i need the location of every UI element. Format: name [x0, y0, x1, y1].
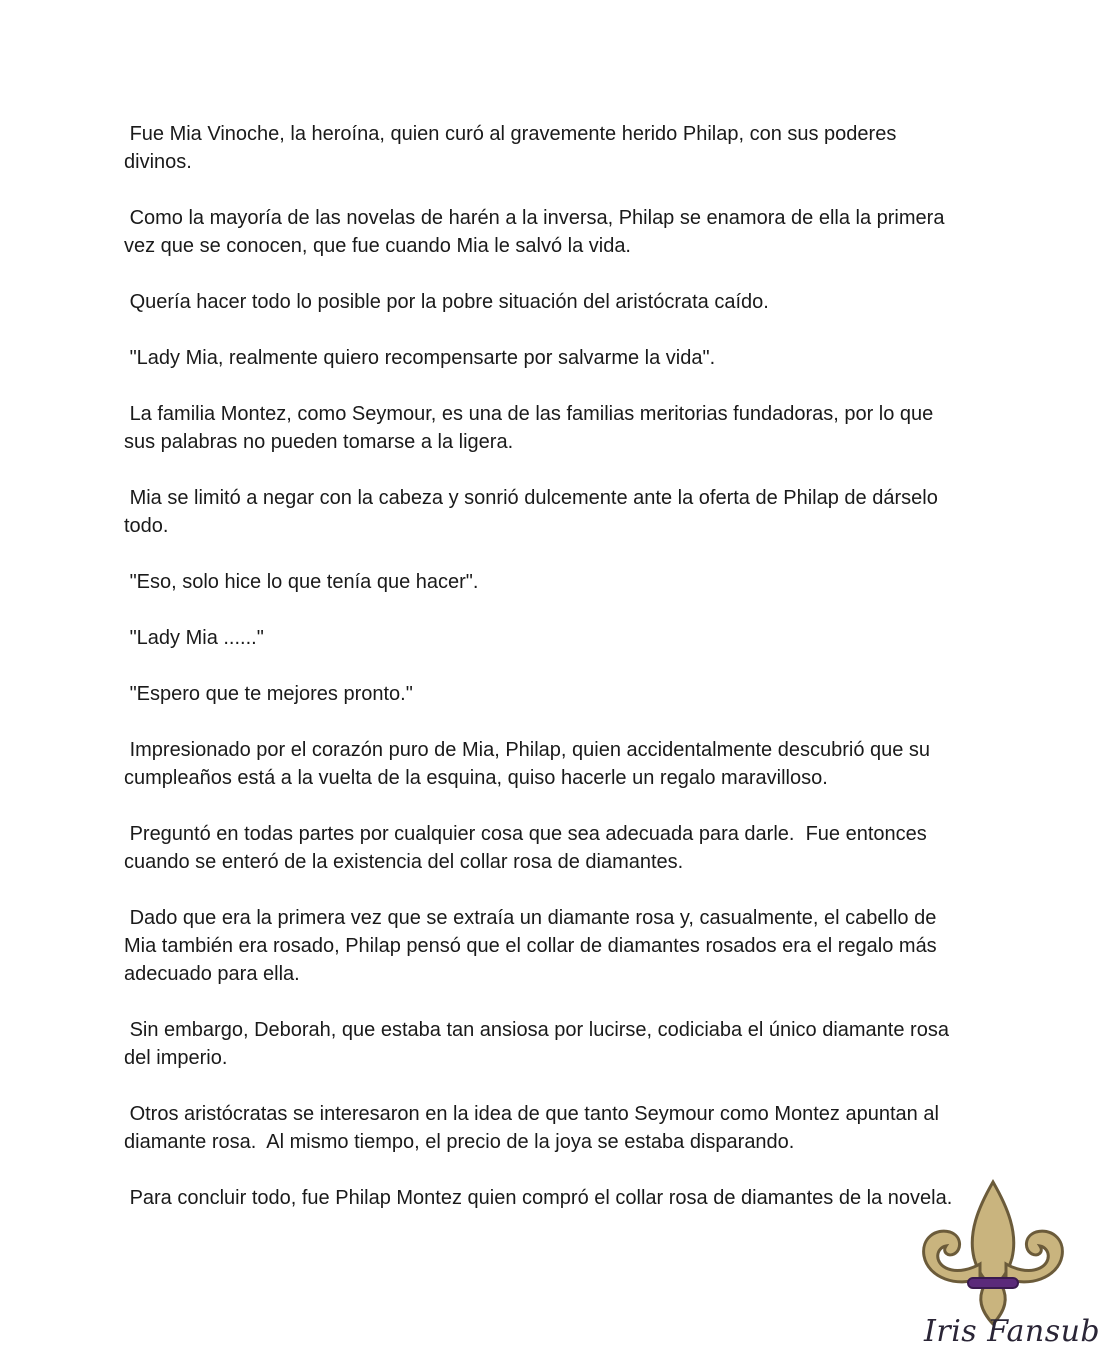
- paragraph-6: Mia se limitó a negar con la cabeza y sonrió dulcemente ante la oferta de Philap de dárselo todo.: [124, 487, 944, 537]
- paragraph-1: Fue Mia Vinoche, la heroína, quien curó al gravemente herido Philap, con sus poderes divinos.: [124, 123, 902, 173]
- paragraph-13: Sin embargo, Deborah, que estaba tan ansiosa por lucirse, codiciaba el único diamante rosa del imperio.: [124, 1019, 955, 1069]
- paragraph-2: Como la mayoría de las novelas de harén a la inversa, Philap se enamora de ella la primera vez que se conocen, que fue cuando Mia le salvó la vida.: [124, 207, 951, 257]
- paragraph-12: Dado que era la primera vez que se extraía un diamante rosa y, casualmente, el cabello de Mia también era rosado, Philap pensó que el collar de diamantes rosados era el regalo más adecuado para ella.: [124, 907, 943, 985]
- paragraph-8: "Lady Mia ......": [124, 627, 264, 649]
- paragraph-14: Otros aristócratas se interesaron en la idea de que tanto Seymour como Montez apuntan al diamante rosa. Al mismo tiempo, el precio de la joya se estaba disparando.: [124, 1103, 945, 1153]
- paragraph-10: Impresionado por el corazón puro de Mia, Philap, quien accidentalmente descubrió que su cumpleaños está a la vuelta de la esquina, quiso hacerle un regalo maravilloso.: [124, 739, 936, 789]
- document-body: [124, 120, 964, 1240]
- paragraph-7: "Eso, solo hice lo que tenía que hacer".: [124, 571, 479, 593]
- paragraph-3: Quería hacer todo lo posible por la pobre situación del aristócrata caído.: [124, 291, 769, 313]
- paragraph-9: "Espero que te mejores pronto.": [124, 683, 413, 705]
- paragraph-11: Preguntó en todas partes por cualquier cosa que sea adecuada para darle. Fue entonces cuando se enteró de la existencia del collar rosa de diamantes.: [124, 823, 933, 873]
- paragraph-15: Para concluir todo, fue Philap Montez quien compró el collar rosa de diamantes de la novela.: [124, 1187, 953, 1209]
- paragraph-4: "Lady Mia, realmente quiero recompensarte por salvarme la vida".: [124, 347, 716, 369]
- watermark-text: Iris Fansub: [924, 1314, 1100, 1349]
- paragraph-5: La familia Montez, como Seymour, es una de las familias meritorias fundadoras, por lo que sus palabras no pueden tomarse a la ligera.: [124, 403, 939, 453]
